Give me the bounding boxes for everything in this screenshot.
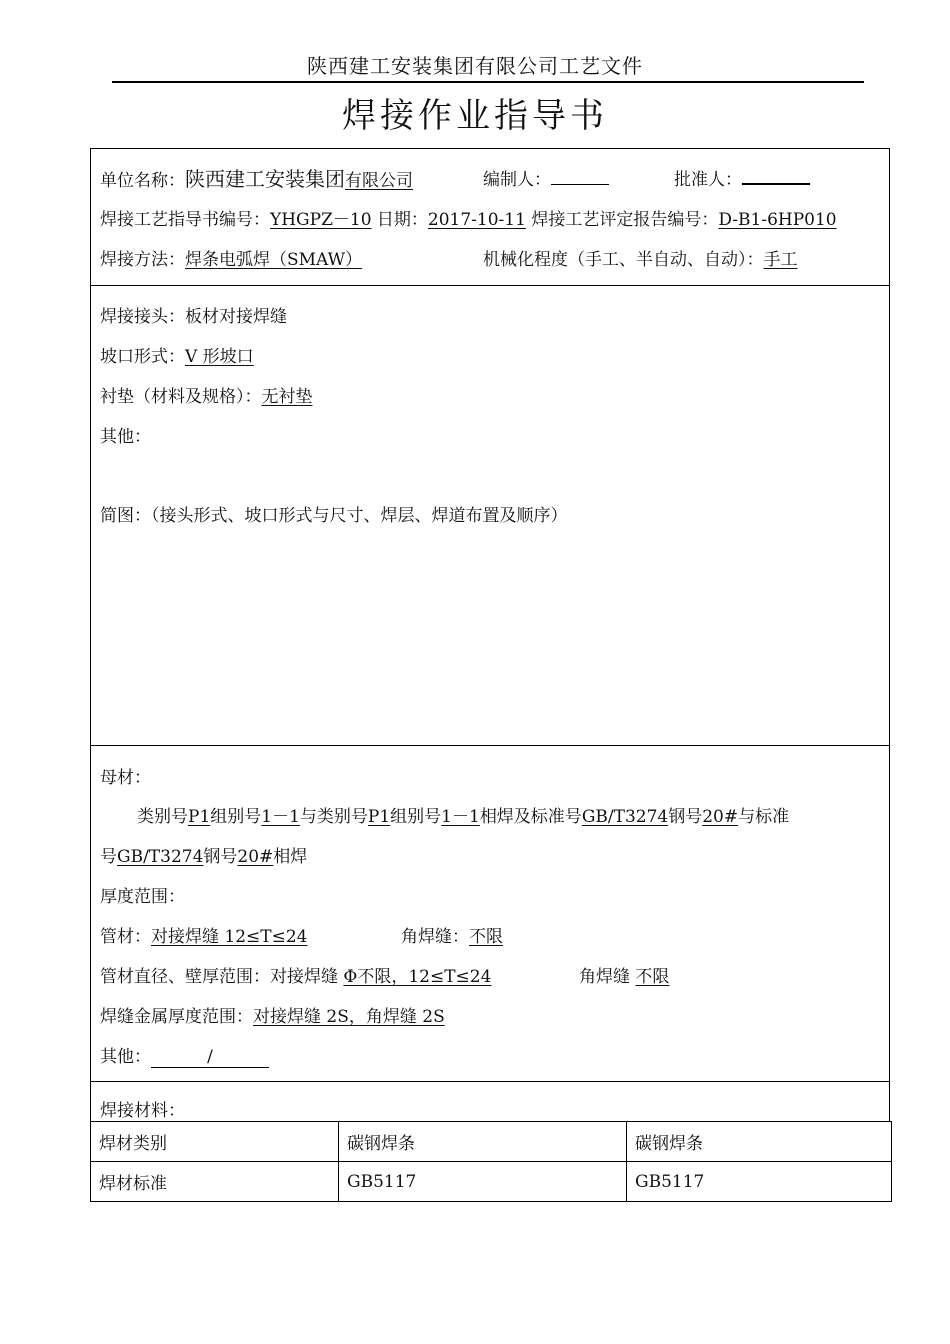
editor-label: 编制人： <box>483 170 551 190</box>
base-metal-line-2 <box>100 842 307 867</box>
with-category-label: 与类别号 <box>299 807 368 827</box>
number-label: 号 <box>100 847 117 867</box>
welded-label: 相焊 <box>273 847 308 867</box>
metal-thickness-row <box>100 1002 445 1027</box>
backing-value: 无衬垫 <box>261 387 313 407</box>
standard-value-2: GB/T3274 <box>117 847 204 867</box>
editor-row <box>483 165 609 190</box>
backing-label: 衬垫（材料及规格）： <box>100 387 262 407</box>
header-rule <box>112 81 864 83</box>
base-metal-line-1 <box>137 802 789 827</box>
table-cell: GB5117 <box>627 1162 892 1202</box>
wps-row <box>100 205 837 230</box>
method-label: 焊接方法： <box>100 250 185 270</box>
diameter-fillet-label: 角焊缝 <box>579 967 630 987</box>
approver-row <box>674 165 810 190</box>
date-value: 2017-10-11 <box>427 210 526 230</box>
base-metal-title: 母材： <box>100 768 151 788</box>
mechanization-row <box>483 245 798 270</box>
diameter-value: Φ不限，12≤T≤24 <box>343 967 492 987</box>
pqr-no: D-B1-6HP010 <box>718 210 837 230</box>
diameter-fillet-row <box>579 962 669 987</box>
table-cell: 碳钢焊条 <box>339 1122 627 1162</box>
table-cell: 焊材类别 <box>91 1122 339 1162</box>
method-row <box>100 245 362 270</box>
approver-blank[interactable] <box>742 169 810 185</box>
table-cell: 焊材标准 <box>91 1162 339 1202</box>
metal-thickness-value: 对接焊缝 2S，角焊缝 2S <box>253 1007 445 1027</box>
joint-value: 板材对接焊缝 <box>185 307 287 327</box>
diameter-label: 管材直径、壁厚范围：对接焊缝 <box>100 967 338 987</box>
group-value-1: 1－1 <box>261 807 300 827</box>
approver-label: 批准人： <box>674 170 742 190</box>
category-value-2: P1 <box>367 807 391 827</box>
unit-value: 陕西建工安装集团 <box>185 167 345 191</box>
standard-value-1: GB/T3274 <box>581 807 669 827</box>
mechanization-value: 手工 <box>763 250 798 270</box>
editor-blank[interactable] <box>551 170 609 185</box>
fillet-value: 不限 <box>469 927 503 947</box>
groove-label: 坡口形式： <box>100 347 185 367</box>
base-other-label: 其他： <box>100 1047 151 1067</box>
wps-no-label: 焊接工艺指导书编号： <box>100 210 270 230</box>
with-standard-label: 与标准 <box>738 807 790 827</box>
fillet-label: 角焊缝： <box>401 927 469 947</box>
table-cell: GB5117 <box>339 1162 627 1202</box>
metal-thickness-label: 焊缝金属厚度范围： <box>100 1007 253 1027</box>
base-other-row <box>100 1042 269 1068</box>
info-section <box>90 148 890 286</box>
materials-section <box>90 1081 890 1122</box>
group-value-2: 1－1 <box>441 807 480 827</box>
base-metal-section <box>90 745 890 1082</box>
steel-value-1: 20# <box>702 807 739 827</box>
steel-label: 钢号 <box>668 807 703 827</box>
date-label: 日期： <box>376 210 428 230</box>
backing-row <box>100 382 313 407</box>
document-title: 焊接作业指导书 <box>342 96 608 136</box>
group-label-2: 组别号 <box>390 807 442 827</box>
table-row <box>91 1162 892 1202</box>
wps-no: YHGPZ－10 <box>270 210 372 230</box>
category-value-1: P1 <box>188 807 211 827</box>
base-other-value: / <box>151 1047 269 1068</box>
materials-table <box>90 1121 892 1202</box>
pqr-label: 焊接工艺评定报告编号： <box>531 210 719 230</box>
method-value: 焊条电弧焊（SMAW） <box>185 250 363 270</box>
steel-value-2: 20# <box>237 847 274 867</box>
joint-section <box>90 285 890 746</box>
unit-row <box>100 163 413 192</box>
company-file-header: 陕西建工安装集团有限公司工艺文件 <box>307 54 643 78</box>
pipe-row <box>100 922 308 947</box>
steel-label-2: 钢号 <box>203 847 238 867</box>
materials-title: 焊接材料： <box>100 1101 185 1121</box>
group-label: 组别号 <box>210 807 262 827</box>
sketch-label: 简图：（接头形式、坡口形式与尺寸、焊层、焊道布置及顺序） <box>100 506 568 526</box>
groove-value: V 形坡口 <box>185 347 254 367</box>
joint-other-label: 其他： <box>100 427 151 447</box>
pipe-value: 对接焊缝 12≤T≤24 <box>151 927 308 947</box>
table-cell: 碳钢焊条 <box>627 1122 892 1162</box>
mechanization-label: 机械化程度（手工、半自动、自动）： <box>483 250 764 270</box>
category-label: 类别号 <box>137 807 188 827</box>
pipe-label: 管材： <box>100 927 151 947</box>
table-row <box>91 1122 892 1162</box>
diameter-row <box>100 962 491 987</box>
fillet-row <box>401 922 503 947</box>
diameter-fillet-value: 不限 <box>635 967 670 987</box>
unit-value-suffix: 有限公司 <box>345 171 413 191</box>
joint-label: 焊接接头： <box>100 307 185 327</box>
joint-row <box>100 302 287 327</box>
groove-row <box>100 342 254 367</box>
unit-label: 单位名称： <box>100 171 185 191</box>
standard-label: 相焊及标准号 <box>479 807 582 827</box>
thickness-range-label: 厚度范围： <box>100 887 185 907</box>
